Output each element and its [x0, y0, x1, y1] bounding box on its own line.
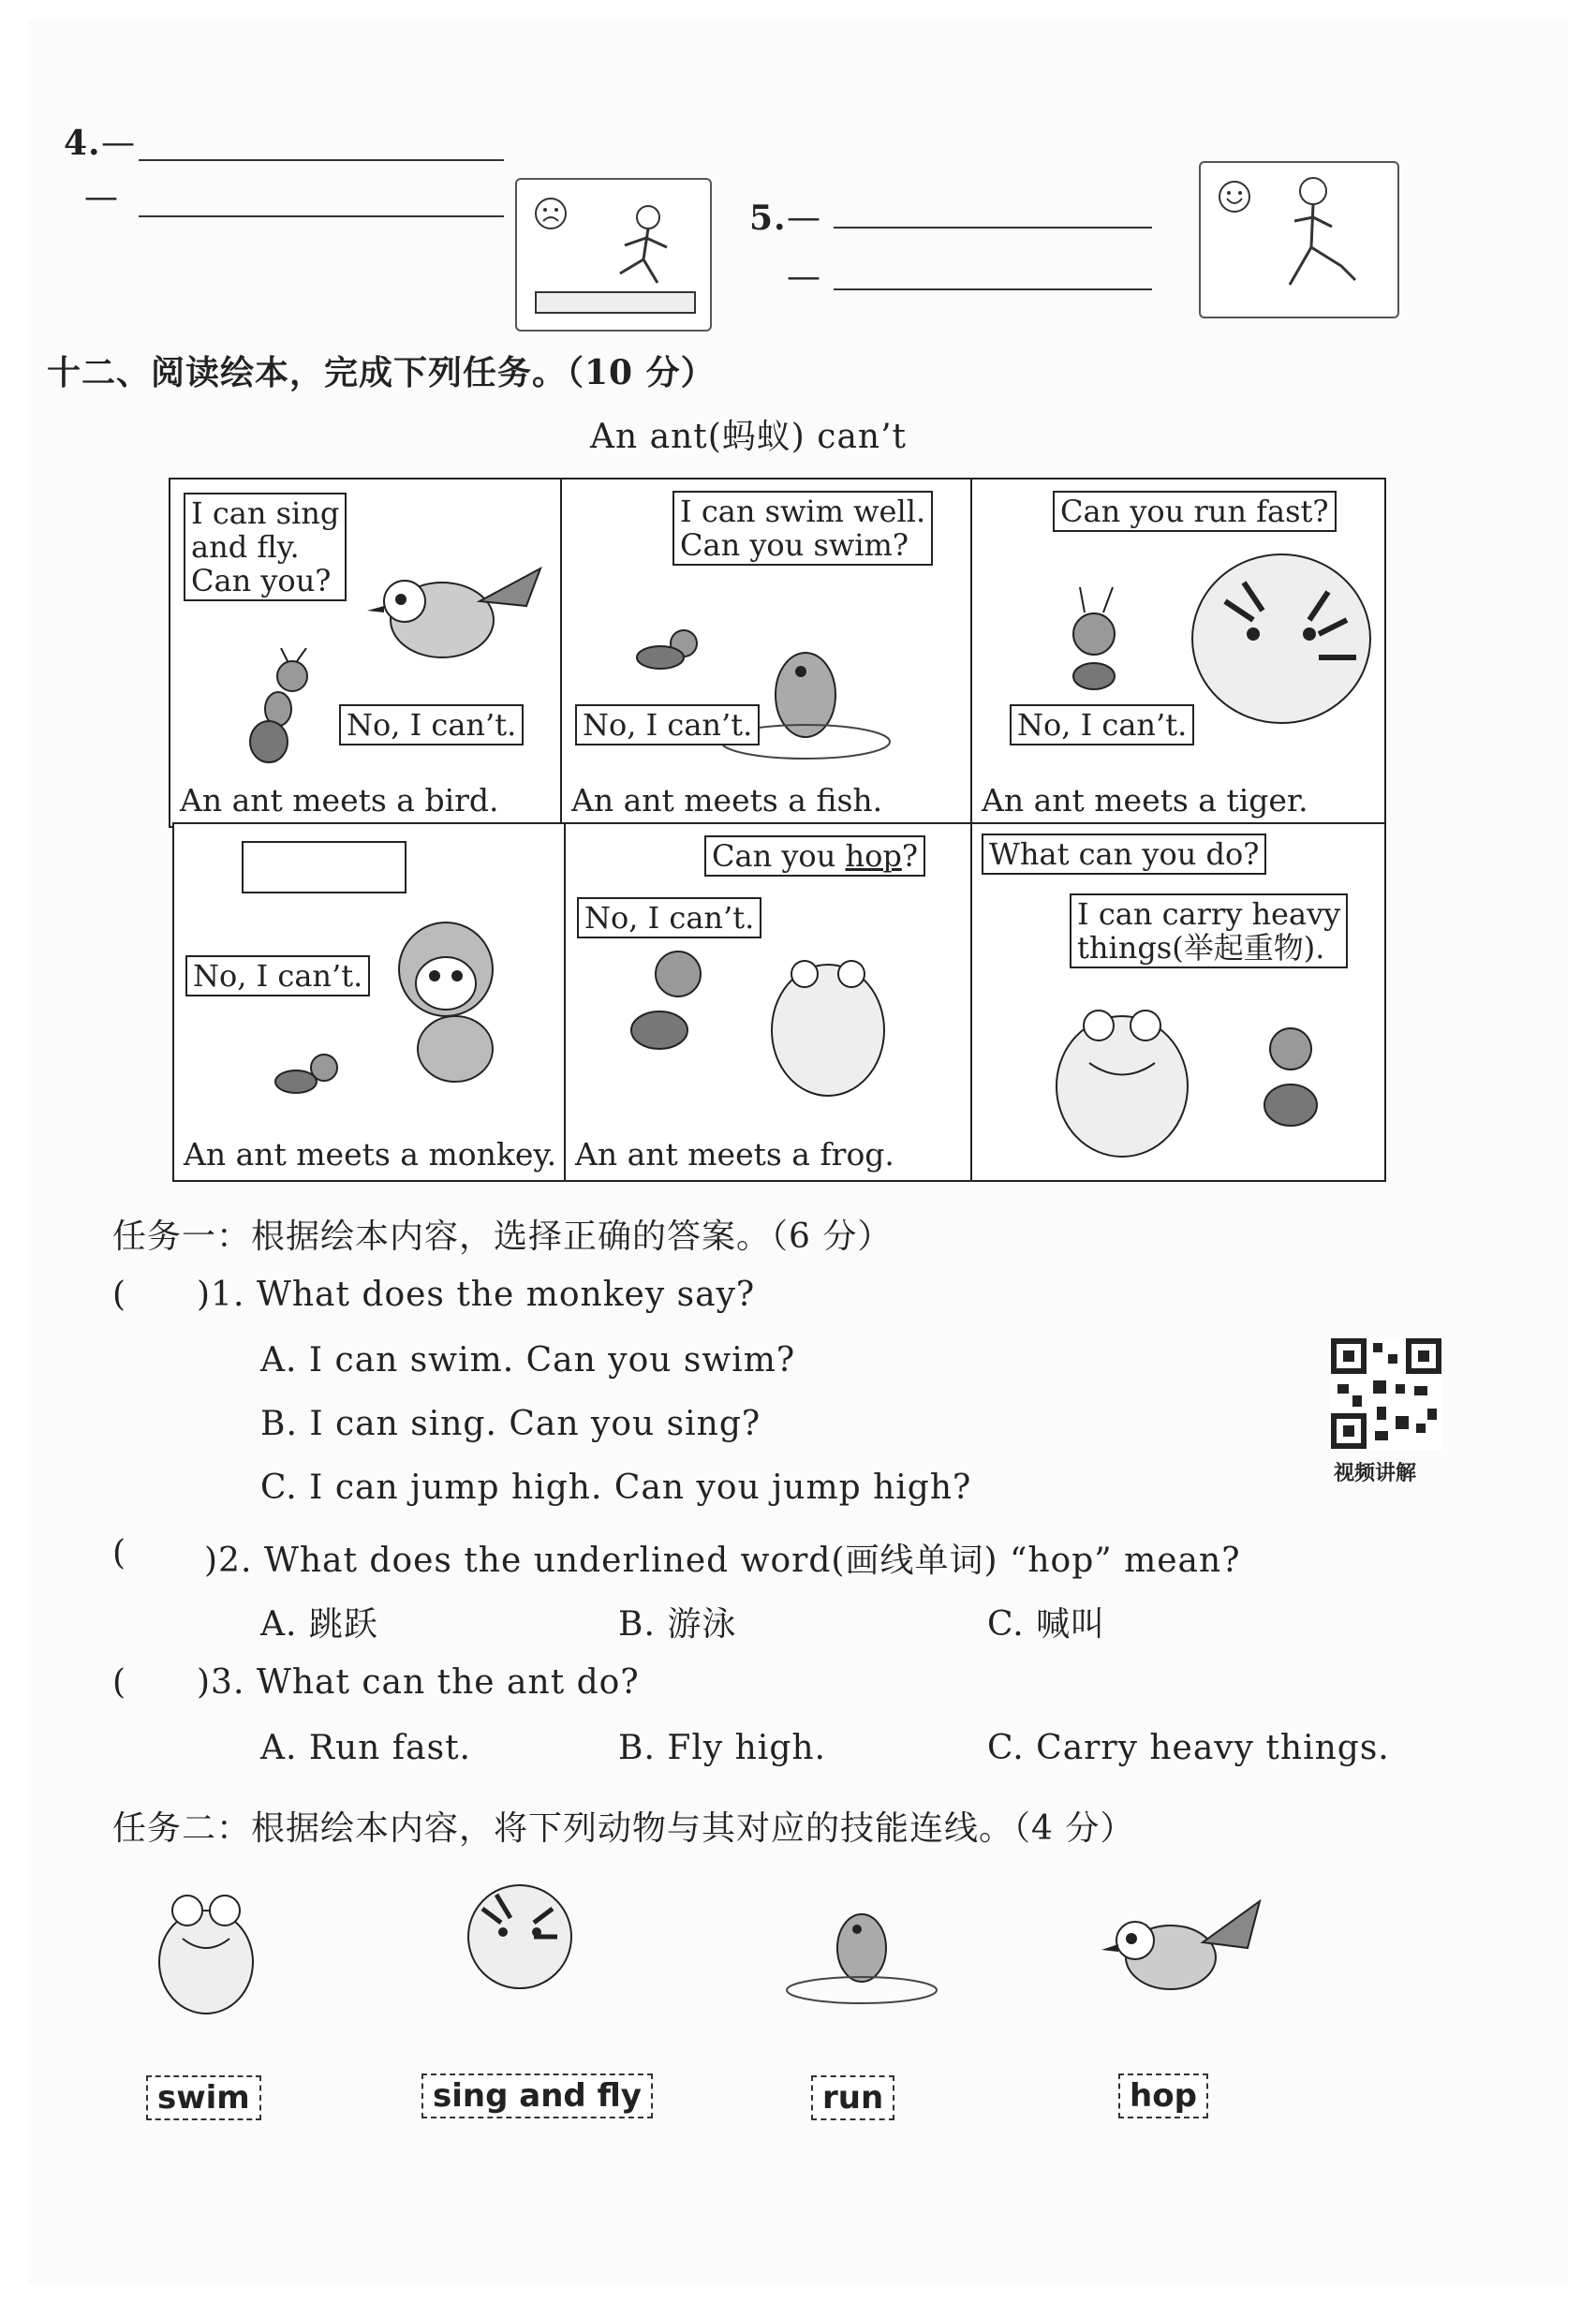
fish-speech-line-2: Can you swim?	[680, 527, 909, 563]
ant-answer-line-1: I can carry heavy	[1077, 896, 1341, 932]
q3-option-a: A. Run fast.	[260, 1729, 471, 1767]
monkey-icon	[221, 890, 558, 1105]
worksheet-page	[28, 19, 1568, 2285]
skill-swim[interactable]: swim	[146, 2075, 261, 2120]
fish-speech-bubble	[672, 491, 933, 566]
q4-picture	[515, 178, 712, 332]
comic-grid	[169, 478, 1405, 1180]
q1-option-b: B. I can sing. Can you sing?	[260, 1405, 761, 1443]
panel-tiger	[970, 478, 1386, 828]
q5-answer-line-2[interactable]	[834, 288, 1152, 290]
frog-and-ant-icon	[584, 937, 959, 1114]
ant-reply-4: No, I can’t.	[185, 955, 370, 996]
panel-bird	[169, 478, 566, 828]
q4-answer-line-1[interactable]	[139, 159, 504, 161]
bird-speech-bubble	[184, 493, 347, 601]
ant-icon	[227, 648, 339, 770]
q2-option-b: B. 游泳	[618, 1605, 737, 1644]
caption-monkey: An ant meets a monkey.	[184, 1136, 557, 1173]
q3-option-c: C. Carry heavy things.	[987, 1729, 1390, 1767]
monkey-speech-blank[interactable]	[242, 841, 406, 893]
q1-option-a: A. I can swim. Can you swim?	[260, 1341, 796, 1380]
qr-code-icon[interactable]	[1330, 1337, 1442, 1450]
ant-reply-2: No, I can’t.	[575, 704, 760, 745]
task2-heading: 任务二：根据绘本内容，将下列动物与其对应的技能连线。（4 分）	[112, 1809, 1135, 1848]
ant-reply-3: No, I can’t.	[1010, 704, 1194, 745]
skill-sing-and-fly[interactable]: sing and fly	[421, 2073, 653, 2118]
panel-fish	[560, 478, 976, 828]
q2-stem: )2. What does the underlined word(画线单词) “hop” mean?	[204, 1542, 1241, 1580]
q2-paren[interactable]: (	[112, 1534, 127, 1572]
ant-answer-bubble	[1070, 893, 1348, 968]
q5-answer-line-1[interactable]	[834, 227, 1152, 229]
q4-answer-line-2[interactable]	[139, 215, 504, 217]
caption-frog: An ant meets a frog.	[575, 1136, 894, 1173]
q3-paren[interactable]: (	[112, 1663, 127, 1702]
section-heading: 十二、阅读绘本，完成下列任务。（10 分）	[47, 353, 716, 392]
qr-label: 视频讲解	[1334, 1462, 1417, 1485]
q3-stem: )3. What can the ant do?	[197, 1663, 640, 1702]
skill-run[interactable]: run	[811, 2075, 894, 2120]
q2-option-a: A. 跳跃	[260, 1605, 378, 1644]
frog-icon	[131, 1882, 281, 2023]
panel-frog	[564, 822, 976, 1182]
ant-answer-line-2: things(举起重物).	[1077, 930, 1325, 966]
ant-reply-5: No, I can’t.	[577, 897, 761, 938]
q4-number: 4.	[64, 124, 101, 163]
panel-ant-answer	[970, 822, 1386, 1182]
ant-reply-1: No, I can’t.	[339, 704, 524, 745]
fish-speech-line-1: I can swim well.	[680, 494, 926, 529]
sad-boy-jump-icon	[517, 180, 710, 330]
frog-speech-part-3: ?	[901, 838, 918, 874]
panel-monkey	[172, 822, 569, 1182]
bird-speech-line-3: Can you?	[191, 563, 332, 598]
bird-speech-line-2: and fly.	[191, 529, 300, 565]
q5-number: 5.	[749, 199, 787, 238]
q5-dash-2: —	[787, 258, 821, 296]
fish-icon-small	[777, 1901, 946, 2014]
frog-speech-bubble	[704, 835, 925, 877]
frog-speech-hop-underlined: hop	[845, 838, 902, 874]
frog-speech-part-1: Can you	[712, 838, 846, 874]
tiger-icon-small	[445, 1871, 595, 2021]
happy-girl-run-icon	[1201, 163, 1397, 317]
caption-tiger: An ant meets a tiger.	[982, 782, 1308, 819]
q1-option-c: C. I can jump high. Can you jump high?	[260, 1468, 972, 1507]
q1-stem: )1. What does the monkey say?	[197, 1276, 756, 1314]
frog-question-bubble: What can you do?	[982, 834, 1266, 875]
bird-icon-small	[1086, 1882, 1274, 2023]
bird-speech-line-1: I can sing	[191, 495, 340, 531]
caption-fish: An ant meets a fish.	[571, 782, 883, 819]
q1-paren[interactable]: (	[112, 1276, 127, 1314]
q2-option-c: C. 喊叫	[987, 1605, 1106, 1644]
skill-hop[interactable]: hop	[1118, 2073, 1208, 2118]
bird-icon	[339, 517, 564, 704]
caption-bird: An ant meets a bird.	[180, 782, 499, 819]
frog-and-ant-icon-2	[1010, 983, 1375, 1171]
q4-dash-2: —	[84, 178, 119, 216]
fish-icon	[618, 620, 899, 770]
q4-dash-1: —	[101, 124, 136, 162]
q5-picture	[1199, 161, 1399, 318]
q5-dash-1: —	[787, 199, 821, 237]
tiger-speech-bubble: Can you run fast?	[1053, 491, 1337, 532]
task1-heading: 任务一：根据绘本内容，选择正确的答案。（6 分）	[112, 1217, 893, 1256]
story-title: An ant(蚂蚁) can’t	[590, 418, 907, 456]
q3-option-b: B. Fly high.	[618, 1729, 826, 1767]
